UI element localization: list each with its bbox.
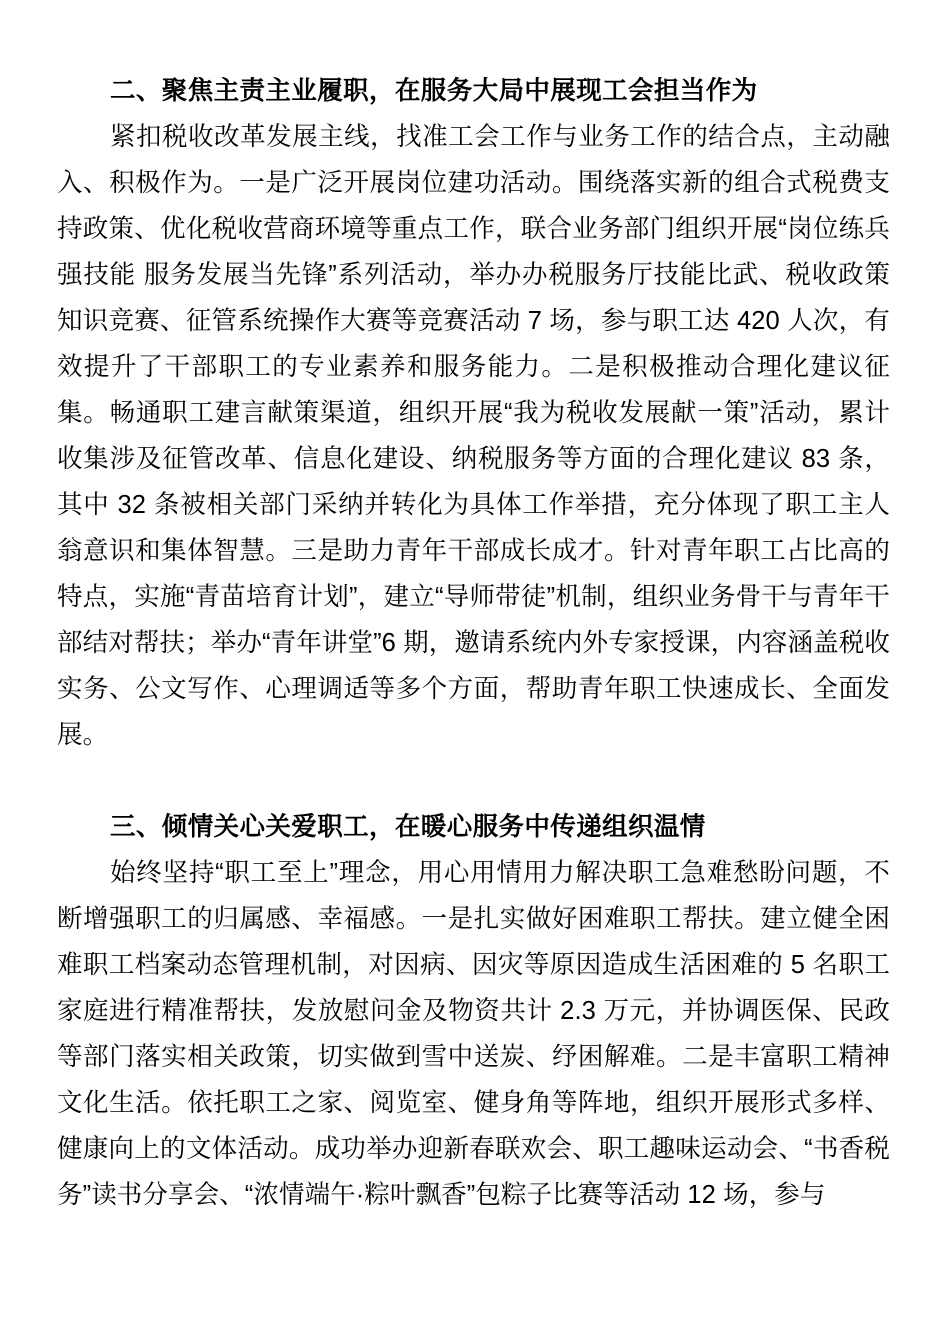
section-paragraph-two: 紧扣税收改革发展主线，找准工会工作与业务工作的结合点，主动融入、积极作为。一是广泛开展岗位建功活动。围绕落实新的组合式税费支持政策、优化税收营商环境等重点工作，联合业务部门组织开展“岗位练兵强技能 服务发展当先锋”系列活动，举办办税服务厅技能比武、税收政策知识竞赛、征管系统操作大赛等竞赛活动 7 场，参与职工达 420 人次，有效提升了干部职工的专业素养和服务能力。二是积极推动合理化建议征集。畅通职工建言献策渠道，组织开展“我为税收发展献一策”活动，累计收集涉及征管改革、信息化建设、纳税服务等方面的合理化建议 83 条，其中 32 条被相关部门采纳并转化为具体工作举措，充分体现了职工主人翁意识和集体智慧。三是助力青年干部成长成才。针对青年职工占比高的特点，实施“青苗培育计划”，建立“导师带徒”机制，组织业务骨干与青年干部结对帮扶；举办“青年讲堂”6 期，邀请系统内外专家授课，内容涵盖税收实务、公文写作、心理调适等多个方面，帮助青年职工快速成长、全面发展。 bbox=[57, 123, 890, 749]
section-block-three bbox=[57, 804, 890, 1218]
section-heading-three: 三、倾情关心关爱职工，在暖心服务中传递组织温情 bbox=[110, 813, 706, 841]
document-body bbox=[57, 68, 890, 1218]
section-heading-two: 二、聚焦主责主业履职，在服务大局中展现工会担当作为 bbox=[110, 77, 758, 105]
section-block-two bbox=[57, 68, 890, 758]
section-paragraph-three: 始终坚持“职工至上”理念，用心用情用力解决职工急难愁盼问题，不断增强职工的归属感、幸福感。一是扎实做好困难职工帮扶。建立健全困难职工档案动态管理机制，对因病、因灾等原因造成生活困难的 5 名职工家庭进行精准帮扶，发放慰问金及物资共计 2.3 万元，并协调医保、民政等部门落实相关政策，切实做到雪中送炭、纾困解难。二是丰富职工精神文化生活。依托职工之家、阅览室、健身角等阵地，组织开展形式多样、健康向上的文体活动。成功举办迎新春联欢会、职工趣味运动会、“书香税务”读书分享会、“浓情端午·粽叶飘香”包粽子比赛等活动 12 场，参与 bbox=[57, 859, 890, 1209]
